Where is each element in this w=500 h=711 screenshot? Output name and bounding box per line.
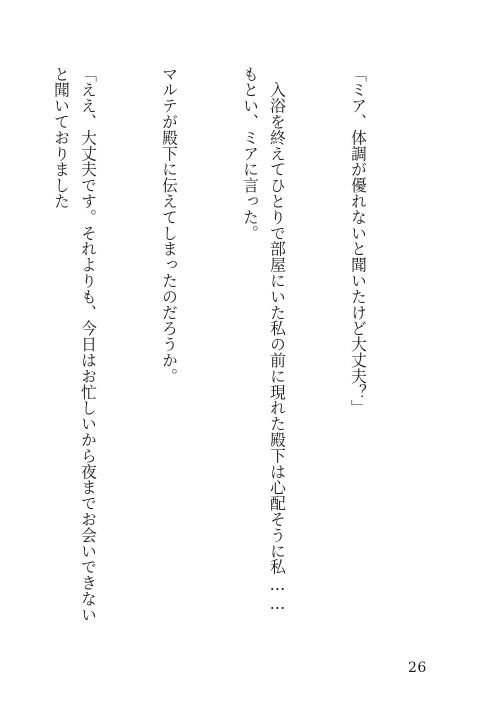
- page-number: 26: [408, 660, 427, 676]
- text-line: 「ええ、大丈夫です。それよりも、今日はお忙しいから夜までお会いできないと聞いておりました: [52, 66, 98, 623]
- vertical-text-body: [0, 66, 426, 626]
- text-line: 入浴を終えてひとりで部屋にいた私の前に現れた殿下は心配そうに私……もとい、ミアに言った。: [241, 66, 287, 614]
- text-line: 「ミア、体調が優れないと聞いたけど大丈夫？」: [349, 66, 368, 416]
- text-line: マルテが殿下に伝えてしまったのだろうか。: [160, 66, 179, 384]
